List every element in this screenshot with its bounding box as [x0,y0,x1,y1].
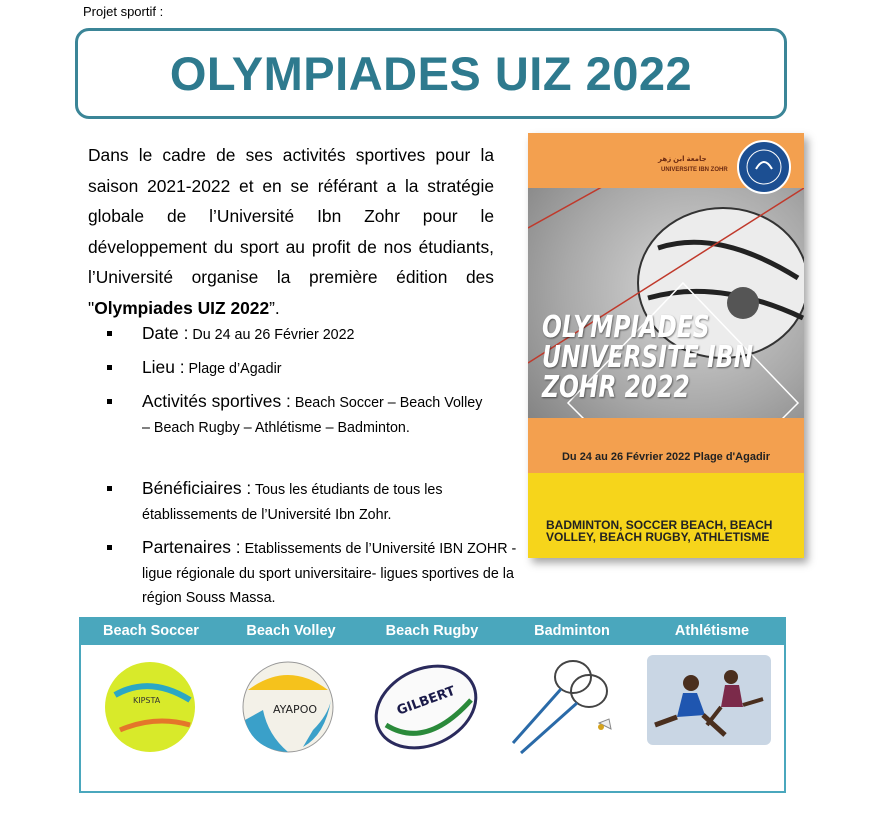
page-title: OLYMPIADES UIZ 2022 [169,47,693,100]
university-logo-icon [736,139,792,195]
sport-header: Athlétisme [674,623,750,639]
intro-paragraph [88,140,494,323]
intro-event-name: Olympiades UIZ 2022 [94,297,270,318]
bullet-square-icon [107,365,112,370]
poster-title-line: OLYMPIADES [542,310,710,345]
poster-arabic-name: جامعة ابن زهر [658,156,707,163]
bullet-value: Du 24 au 26 Février 2022 [188,327,355,343]
bullet-label: Activités sportives : [142,391,291,411]
event-poster [528,133,804,558]
bullet-label: Date : [142,323,189,343]
project-label: Projet sportif : [83,4,164,19]
sports-table [79,617,786,793]
volleyball-icon [233,655,343,760]
bullet-partenaires [107,535,567,611]
poster-date-band [528,418,804,473]
sport-header: Beach Soccer [103,623,199,639]
sport-header: Beach Volley [246,623,336,639]
poster-title-line: UNIVERSITE IBN [542,340,754,375]
poster-title [542,310,799,405]
poster-activities-band [528,473,804,558]
bullet-value: Plage d’Agadir [184,361,282,377]
bullet-label: Partenaires : [142,537,241,557]
poster-university-name: UNIVERSITE IBN ZOHR [661,167,728,173]
bullet-activites [107,389,487,440]
athletes-hurdles-icon [647,655,771,760]
intro-text: Dans le cadre de ses activités sportives pour la saison 2021-2022 et en se référant a la stratégie globale de l’Université Ibn Zohr pour le développement du sport au profit de nos étudiants, l’Université organise la première édition des " [88,145,494,318]
bullet-square-icon [107,399,112,404]
bullet-label: Bénéficiaires : [142,478,252,498]
poster-date: Du 24 au 26 Février 2022 Plage d'Agadir [561,451,771,463]
bullet-label: Lieu : [142,357,185,377]
bullet-lieu [107,355,507,382]
bullet-square-icon [107,545,112,550]
bullet-beneficiaires [107,476,497,527]
rugby-ball-icon [371,655,481,760]
sport-header: Beach Rugby [385,623,479,639]
svg-text:AYAPOO: AYAPOO [273,703,318,716]
bullet-value: Etablissements de l’Université IBN ZOHR - ligue régionale du sport universitaire- ligues sportives de la région Souss Massa. [142,541,517,606]
poster-activities: BADMINTON, SOCCER BEACH, BEACH VOLLEY, BEACH RUGBY, ATHLETISME [546,518,773,544]
intro-end: ”. [269,297,280,318]
poster-title-line: ZOHR 2022 [542,370,690,405]
svg-text:GILBERT: GILBERT [394,683,458,719]
sports-header-row [81,619,784,645]
title-box [75,28,787,119]
sport-header: Badminton [534,623,610,639]
soccer-ball-icon [95,655,205,760]
bullet-square-icon [107,486,112,491]
bullet-square-icon [107,331,112,336]
bullet-value: Beach Soccer – Beach Volley – Beach Rugby – Athlétisme – Badminton. [142,395,483,436]
badminton-rackets-icon [511,655,621,760]
bullet-value: Tous les étudiants de tous les établissements de l’Université Ibn Zohr. [142,482,443,523]
svg-text:KIPSTA: KIPSTA [133,696,161,705]
bullet-date [107,321,507,348]
